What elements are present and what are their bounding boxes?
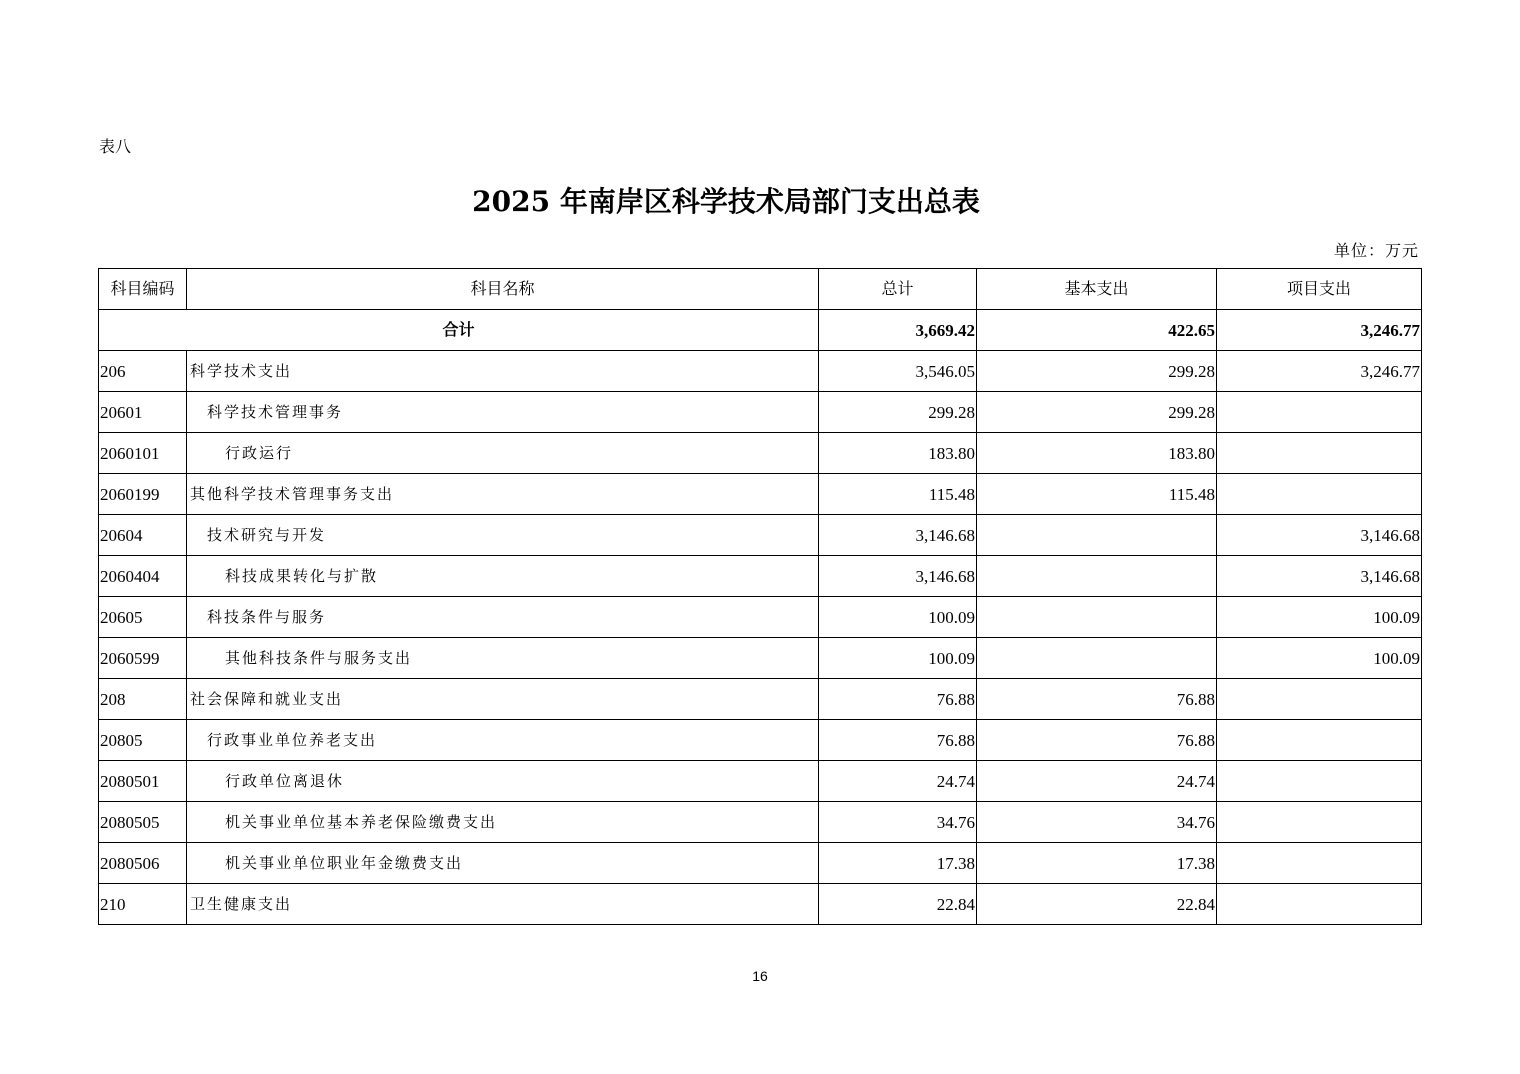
row-project — [1217, 802, 1422, 843]
row-name: 行政运行 — [187, 433, 819, 474]
row-code: 206 — [99, 351, 187, 392]
row-basic: 76.88 — [977, 720, 1217, 761]
row-code: 2060101 — [99, 433, 187, 474]
row-total: 3,546.05 — [819, 351, 977, 392]
table-row — [99, 884, 1422, 925]
row-name: 行政事业单位养老支出 — [187, 720, 819, 761]
row-basic: 183.80 — [977, 433, 1217, 474]
table-row — [99, 802, 1422, 843]
row-code: 20605 — [99, 597, 187, 638]
table-number-label: 表八 — [99, 137, 132, 156]
row-basic: 17.38 — [977, 843, 1217, 884]
row-project — [1217, 474, 1422, 515]
row-basic — [977, 597, 1217, 638]
table-row — [99, 351, 1422, 392]
total-row — [99, 310, 1422, 351]
header-project: 项目支出 — [1217, 269, 1422, 310]
table-header-row — [99, 269, 1422, 310]
row-total: 299.28 — [819, 392, 977, 433]
row-name: 科技条件与服务 — [187, 597, 819, 638]
row-basic: 76.88 — [977, 679, 1217, 720]
row-basic: 22.84 — [977, 884, 1217, 925]
row-name: 其他科学技术管理事务支出 — [187, 474, 819, 515]
row-basic: 115.48 — [977, 474, 1217, 515]
row-total: 76.88 — [819, 679, 977, 720]
row-code: 20805 — [99, 720, 187, 761]
total-label: 合计 — [99, 310, 819, 351]
row-code: 20601 — [99, 392, 187, 433]
row-project — [1217, 679, 1422, 720]
row-basic — [977, 515, 1217, 556]
row-total: 3,146.68 — [819, 556, 977, 597]
total-total: 3,669.42 — [819, 310, 977, 351]
row-total: 34.76 — [819, 802, 977, 843]
row-project — [1217, 720, 1422, 761]
row-basic — [977, 556, 1217, 597]
row-project — [1217, 761, 1422, 802]
row-code: 2080501 — [99, 761, 187, 802]
header-total: 总计 — [819, 269, 977, 310]
row-basic: 299.28 — [977, 392, 1217, 433]
row-name: 科学技术管理事务 — [187, 392, 819, 433]
row-project: 100.09 — [1217, 597, 1422, 638]
table-row — [99, 720, 1422, 761]
row-name: 社会保障和就业支出 — [187, 679, 819, 720]
row-project — [1217, 433, 1422, 474]
table-row — [99, 679, 1422, 720]
row-total: 100.09 — [819, 638, 977, 679]
table-row — [99, 597, 1422, 638]
row-total: 76.88 — [819, 720, 977, 761]
row-name: 卫生健康支出 — [187, 884, 819, 925]
table-row — [99, 843, 1422, 884]
page-number: 16 — [752, 968, 768, 984]
row-name: 技术研究与开发 — [187, 515, 819, 556]
header-name: 科目名称 — [187, 269, 819, 310]
table-row — [99, 515, 1422, 556]
row-code: 2060199 — [99, 474, 187, 515]
row-code: 20604 — [99, 515, 187, 556]
row-project — [1217, 843, 1422, 884]
row-code: 210 — [99, 884, 187, 925]
table-row — [99, 392, 1422, 433]
expenditure-table — [98, 268, 1422, 925]
row-basic — [977, 638, 1217, 679]
unit-label: 单位：万元 — [1333, 241, 1419, 260]
row-project: 3,246.77 — [1217, 351, 1422, 392]
row-code: 2080506 — [99, 843, 187, 884]
row-project: 3,146.68 — [1217, 515, 1422, 556]
table-row — [99, 433, 1422, 474]
header-code: 科目编码 — [99, 269, 187, 310]
row-code: 2060404 — [99, 556, 187, 597]
document-title: 2025 年南岸区科学技术局部门支出总表 — [472, 185, 980, 218]
total-basic: 422.65 — [977, 310, 1217, 351]
table-row — [99, 761, 1422, 802]
row-code: 2080505 — [99, 802, 187, 843]
row-total: 3,146.68 — [819, 515, 977, 556]
row-total: 22.84 — [819, 884, 977, 925]
row-total: 17.38 — [819, 843, 977, 884]
row-name: 科学技术支出 — [187, 351, 819, 392]
table-row — [99, 638, 1422, 679]
row-project — [1217, 392, 1422, 433]
row-project — [1217, 884, 1422, 925]
table-row — [99, 474, 1422, 515]
table-row — [99, 556, 1422, 597]
row-name: 机关事业单位职业年金缴费支出 — [187, 843, 819, 884]
row-total: 115.48 — [819, 474, 977, 515]
row-total: 24.74 — [819, 761, 977, 802]
row-basic: 34.76 — [977, 802, 1217, 843]
row-basic: 299.28 — [977, 351, 1217, 392]
row-project: 100.09 — [1217, 638, 1422, 679]
total-project: 3,246.77 — [1217, 310, 1422, 351]
header-basic: 基本支出 — [977, 269, 1217, 310]
row-name: 行政单位离退休 — [187, 761, 819, 802]
row-code: 2060599 — [99, 638, 187, 679]
row-total: 183.80 — [819, 433, 977, 474]
row-name: 科技成果转化与扩散 — [187, 556, 819, 597]
row-name: 其他科技条件与服务支出 — [187, 638, 819, 679]
row-name: 机关事业单位基本养老保险缴费支出 — [187, 802, 819, 843]
row-project: 3,146.68 — [1217, 556, 1422, 597]
row-code: 208 — [99, 679, 187, 720]
row-basic: 24.74 — [977, 761, 1217, 802]
row-total: 100.09 — [819, 597, 977, 638]
